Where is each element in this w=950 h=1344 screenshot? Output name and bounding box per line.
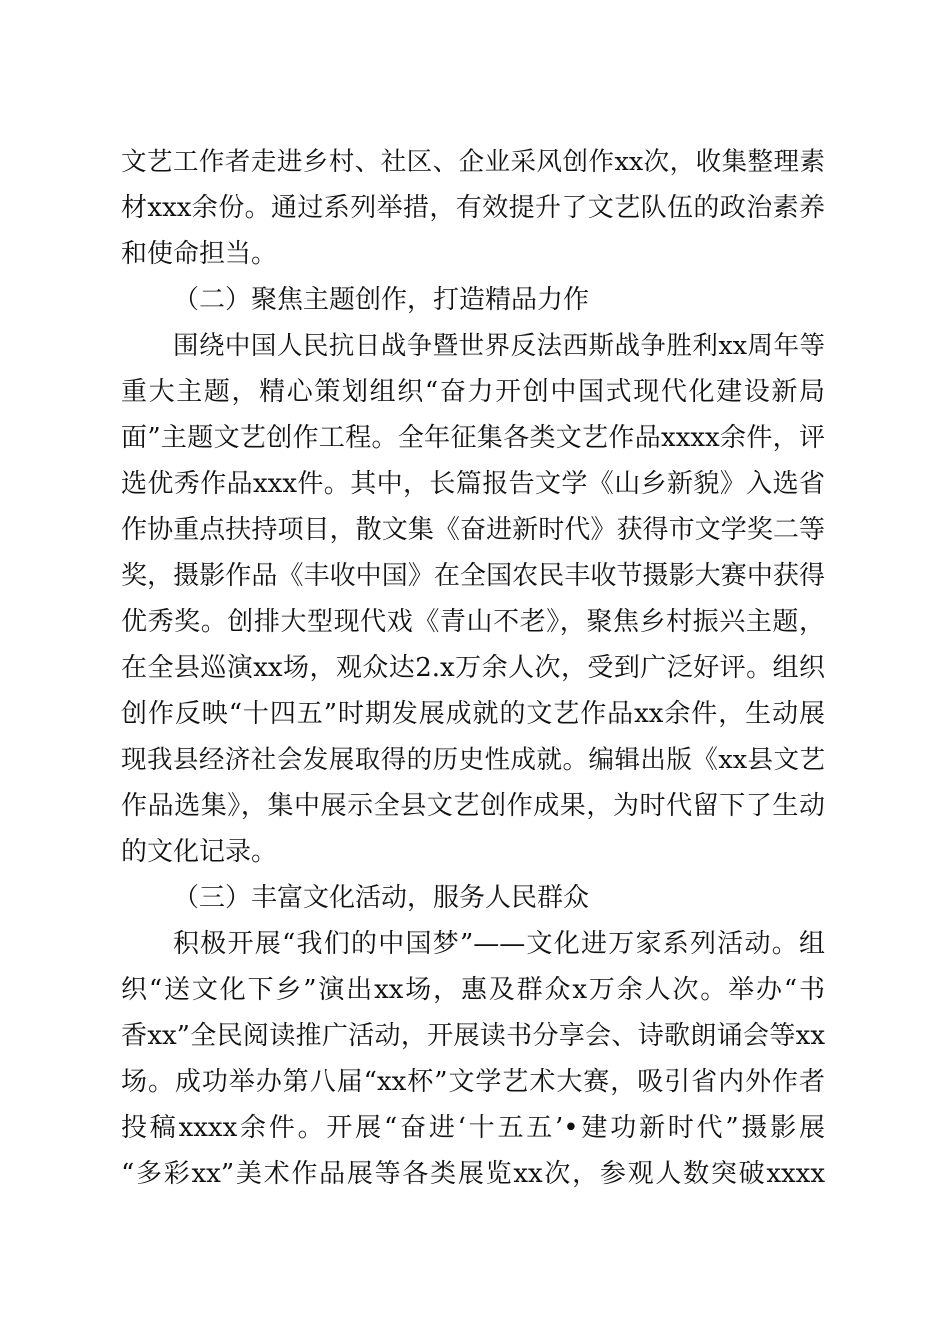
para2-line-4: 选优秀作品xxx件。其中，长篇报告文学《山乡新貌》入选省 bbox=[121, 469, 825, 499]
para3-line-5: 投稿xxxx余件。开展“奋进‘十五五’•建功新时代”摄影展 bbox=[121, 1113, 825, 1143]
section-heading-3: （三）丰富文化活动，服务人民群众 bbox=[173, 883, 590, 913]
para1-line-2: 材xxx余份。通过系列举措，有效提升了文艺队伍的政治素养 bbox=[121, 193, 825, 223]
para2-line-6: 奖，摄影作品《丰收中国》在全国农民丰收节摄影大赛中获得 bbox=[121, 561, 825, 591]
para1-line-1: 文艺工作者走进乡村、社区、企业采风创作xx次，收集整理素 bbox=[121, 147, 825, 177]
para2-line-9: 创作反映“十四五”时期发展成就的文艺作品xx余件，生动展 bbox=[121, 699, 825, 729]
para3-line-6: “多彩xx”美术作品展等各类展览xx次，参观人数突破xxxx bbox=[121, 1159, 825, 1189]
para2-line-5: 作协重点扶持项目，散文集《奋进新时代》获得市文学奖二等 bbox=[121, 515, 825, 545]
para3-line-3: 香xx”全民阅读推广活动，开展读书分享会、诗歌朗诵会等xx bbox=[121, 1021, 825, 1051]
para2-line-1: 围绕中国人民抗日战争暨世界反法西斯战争胜利xx周年等 bbox=[173, 331, 825, 361]
para3-line-2: 织“送文化下乡”演出xx场，惠及群众x万余人次。举办“书 bbox=[121, 975, 825, 1005]
para2-line-2: 重大主题，精心策划组织“奋力开创中国式现代化建设新局 bbox=[121, 377, 825, 407]
section-heading-2: （二）聚焦主题创作，打造精品力作 bbox=[173, 285, 590, 315]
para3-line-4: 场。成功举办第八届“xx杯”文学艺术大赛，吸引省内外作者 bbox=[121, 1067, 825, 1097]
para2-line-11: 作品选集》，集中展示全县文艺创作成果，为时代留下了生动 bbox=[121, 791, 825, 821]
para2-line-10: 现我县经济社会发展取得的历史性成就。编辑出版《xx县文艺 bbox=[121, 745, 825, 775]
para2-line-3: 面”主题文艺创作工程。全年征集各类文艺作品xxxx余件，评 bbox=[121, 423, 825, 453]
para2-line-8: 在全县巡演xx场，观众达2.x万余人次，受到广泛好评。组织 bbox=[121, 653, 825, 683]
para3-line-1: 积极开展“我们的中国梦”——文化进万家系列活动。组 bbox=[173, 929, 825, 959]
para2-line-7: 优秀奖。创排大型现代戏《青山不老》，聚焦乡村振兴主题， bbox=[121, 607, 825, 637]
para2-line-12: 的文化记录。 bbox=[121, 837, 278, 867]
para1-line-3: 和使命担当。 bbox=[121, 239, 278, 269]
